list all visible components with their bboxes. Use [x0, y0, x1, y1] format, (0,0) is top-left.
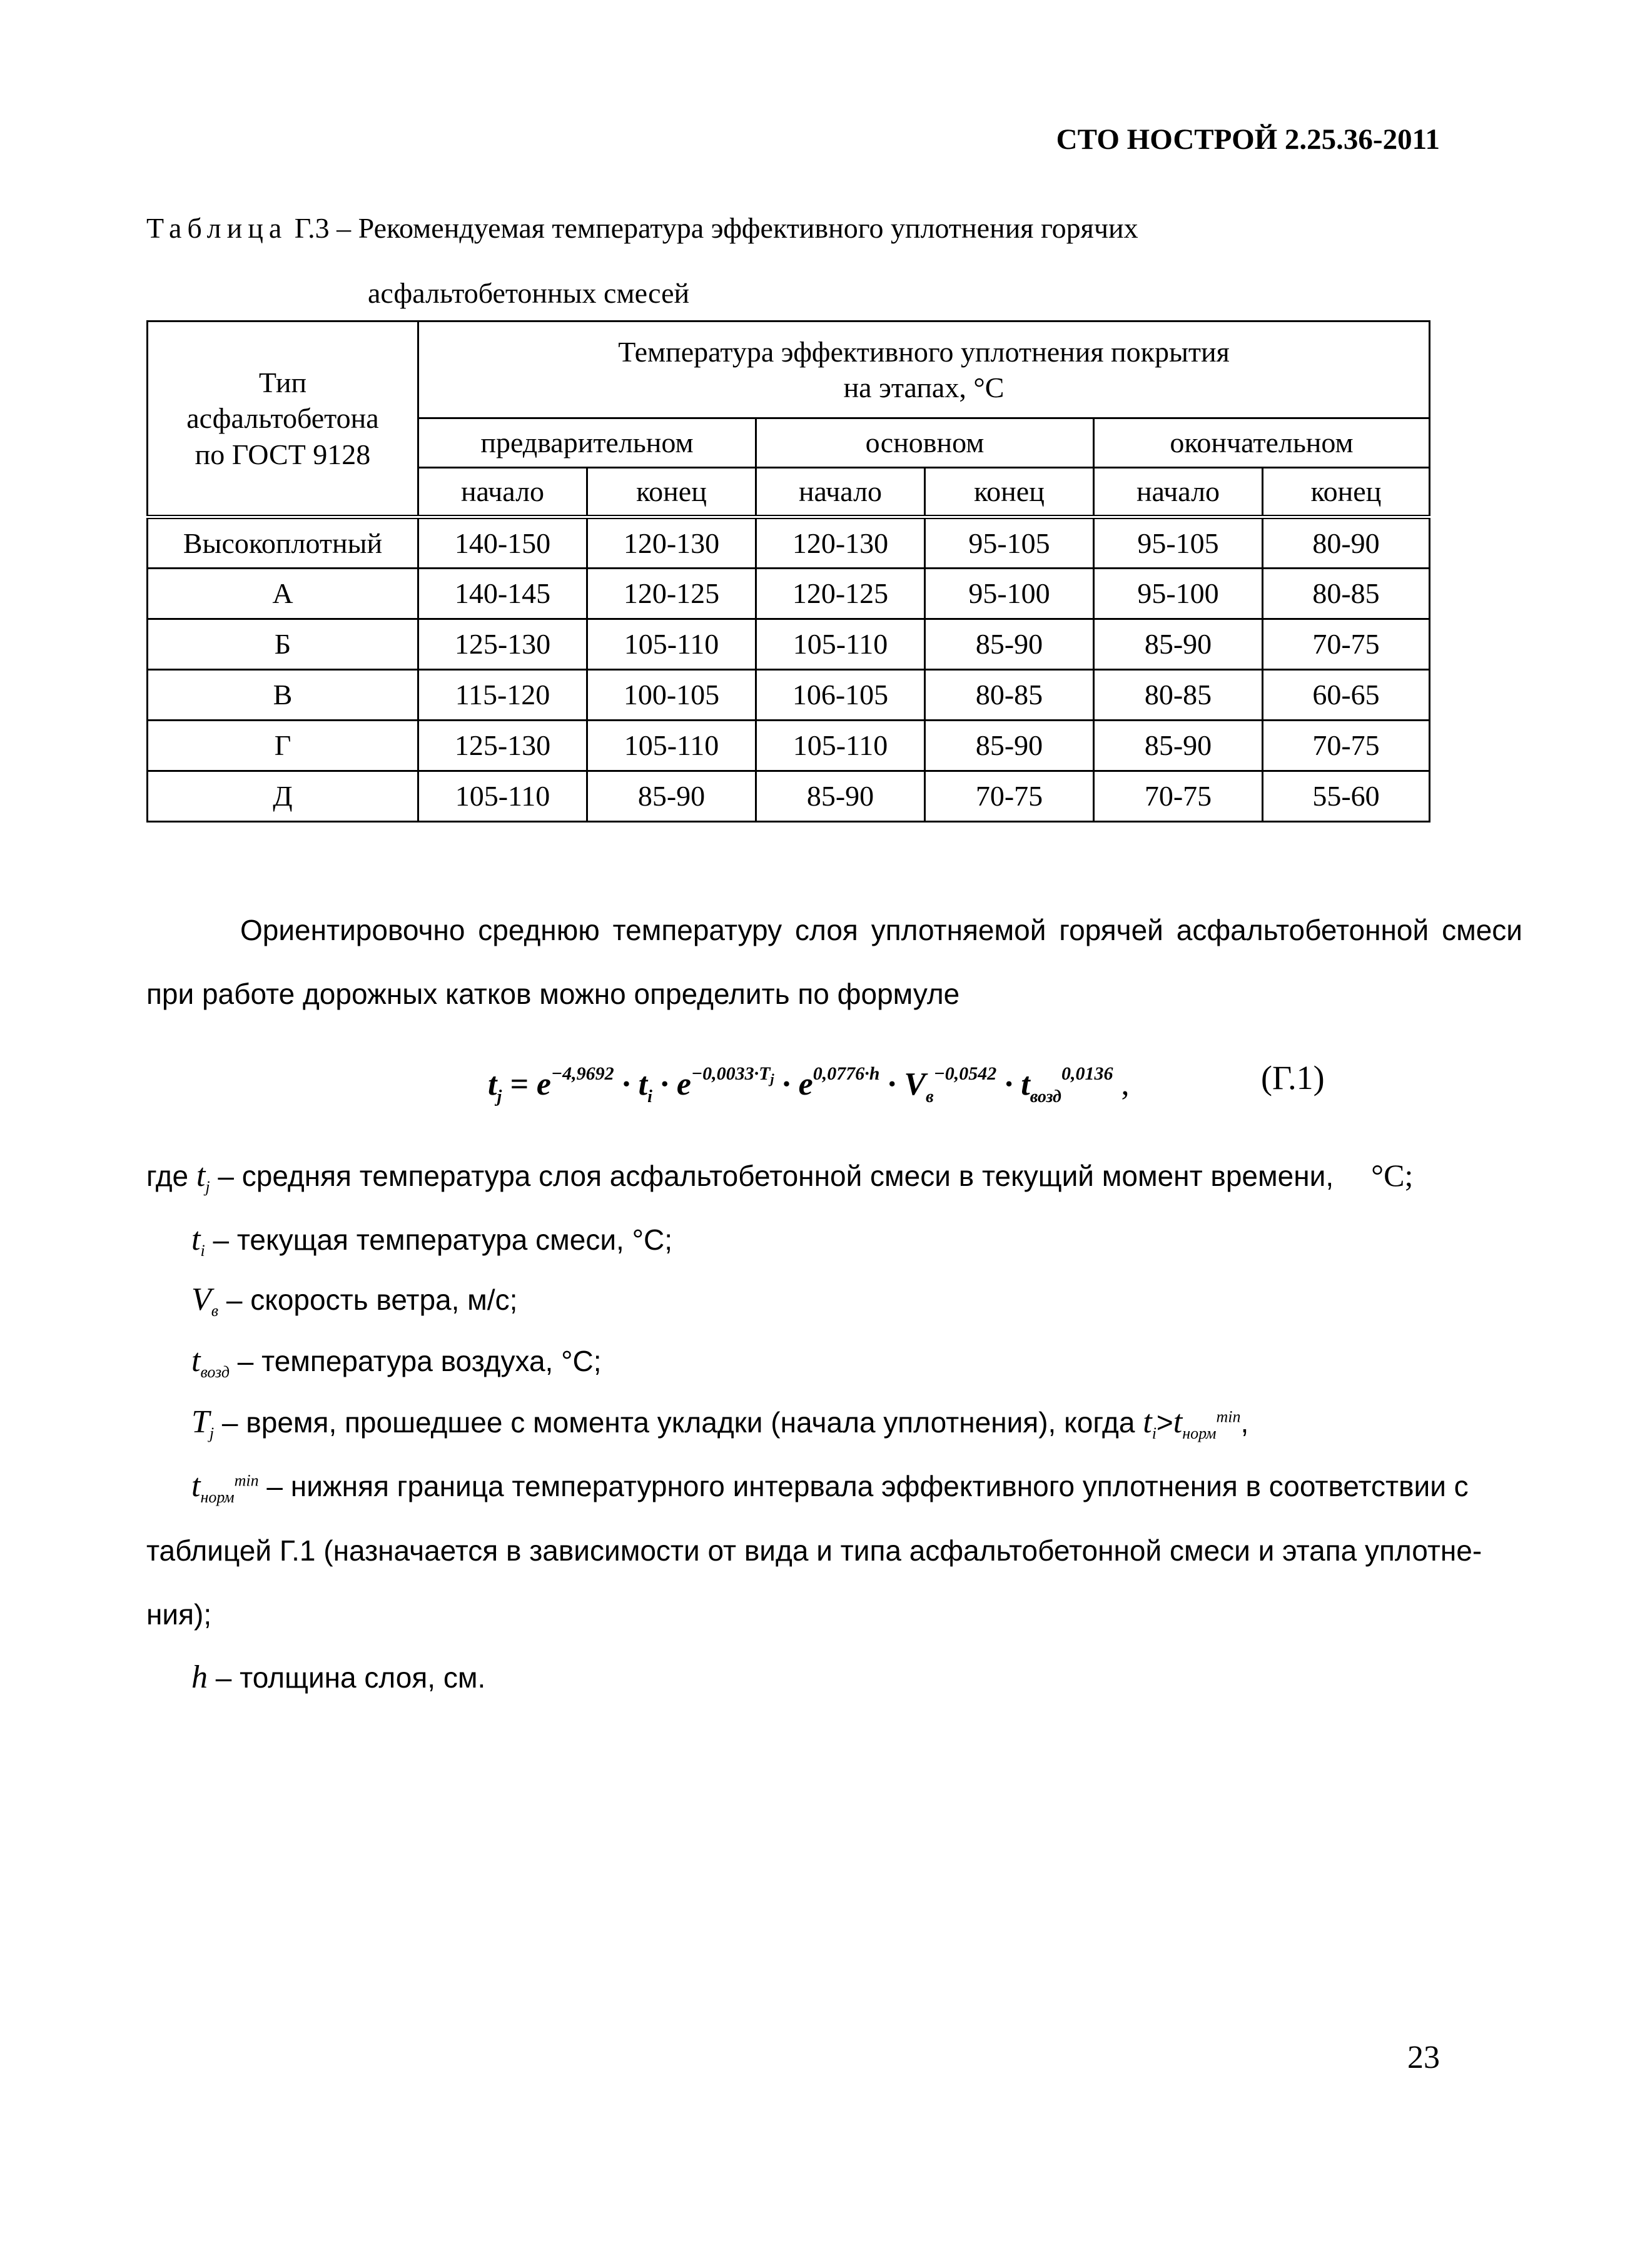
table-row — [148, 721, 1430, 771]
def-sub: возд — [200, 1363, 230, 1382]
stage-header: окончательном — [1094, 418, 1430, 468]
table-cell: 120-125 — [587, 569, 756, 619]
def-sub: норм — [200, 1488, 235, 1507]
table-row — [148, 670, 1430, 721]
subcolumn-header: начало — [418, 468, 587, 517]
formula-part: · t — [614, 1066, 648, 1102]
table-cell: 70-75 — [925, 771, 1094, 822]
row-type: Высокоплотный — [148, 517, 418, 569]
def-text: , — [1240, 1406, 1249, 1439]
def-text: > — [1156, 1406, 1173, 1439]
formula-part: −4,9692 — [550, 1063, 614, 1084]
def-var: t — [1143, 1404, 1152, 1440]
table-cell: 95-100 — [925, 569, 1094, 619]
stage-header: основном — [756, 418, 1094, 468]
def-sub: j — [209, 1424, 215, 1443]
definition-tj — [146, 1157, 1413, 1197]
subcolumn-header: конец — [925, 468, 1094, 517]
def-var: t — [1173, 1404, 1183, 1440]
table-cell: 80-90 — [1263, 517, 1430, 569]
def-sup: min — [234, 1471, 259, 1490]
definition-tmin-line3: ния); — [146, 1598, 212, 1631]
intro-line-2: при работе дорожных катков можно определить по формуле — [146, 978, 960, 1010]
def-sup: min — [1216, 1407, 1241, 1426]
subcolumn-header: начало — [756, 468, 925, 517]
type-header-line: по ГОСТ 9128 — [195, 438, 371, 470]
table-cell: 105-110 — [756, 619, 925, 670]
def-var: t — [191, 1343, 201, 1379]
formula-part: · V — [879, 1066, 926, 1102]
formula-part: −0,0542 — [933, 1063, 997, 1084]
row-type: А — [148, 569, 418, 619]
formula — [488, 1063, 1129, 1107]
table-cell: 125-130 — [418, 619, 587, 670]
table-cell: 120-130 — [587, 517, 756, 569]
row-type: Б — [148, 619, 418, 670]
table-cell: 140-145 — [418, 569, 587, 619]
formula-number: (Г.1) — [1261, 1059, 1325, 1096]
subcolumn-header: начало — [1094, 468, 1263, 517]
definition-h — [191, 1659, 485, 1696]
table-cell: 95-100 — [1094, 569, 1263, 619]
def-text: – средняя температура слоя асфальтобетонной смеси в текущий момент времени, — [210, 1160, 1334, 1192]
formula-part — [691, 1063, 774, 1084]
formula-part: возд — [1030, 1087, 1061, 1106]
def-text: – нижняя граница температурного интервала эффективного уплотнения в соответствии с — [258, 1470, 1469, 1502]
table-cell: 85-90 — [925, 619, 1094, 670]
table-cell: 70-75 — [1263, 619, 1430, 670]
stage-header: предварительном — [418, 418, 756, 468]
def-sub: j — [205, 1178, 210, 1197]
table-cell: 105-110 — [587, 619, 756, 670]
subcolumn-header: конец — [1263, 468, 1430, 517]
definition-v — [191, 1281, 517, 1320]
table-row — [148, 619, 1430, 670]
table-cell: 85-90 — [1094, 619, 1263, 670]
table-cell: 60-65 — [1263, 670, 1430, 721]
table-row — [148, 569, 1430, 619]
def-sub: i — [200, 1242, 205, 1260]
row-type: Г — [148, 721, 418, 771]
table-caption-line2: асфальтобетонных смесей — [368, 277, 690, 309]
table-caption — [146, 211, 1138, 245]
def-text: где — [146, 1160, 196, 1192]
temperature-header-line: Температура эффективного уплотнения покрытия — [618, 335, 1230, 368]
table-cell: 106-105 — [756, 670, 925, 721]
formula-part: , — [1113, 1066, 1130, 1102]
formula-part: j — [770, 1071, 774, 1086]
def-sub: i — [1152, 1424, 1157, 1443]
def-var: V — [191, 1282, 211, 1317]
table-cell: 115-120 — [418, 670, 587, 721]
temperature-table — [146, 320, 1430, 823]
table-cell: 140-150 — [418, 517, 587, 569]
table-cell: 105-110 — [587, 721, 756, 771]
formula-part: i — [647, 1087, 652, 1106]
document-code: СТО НОСТРОЙ 2.25.36-2011 — [1056, 123, 1440, 156]
formula-part: · t — [996, 1066, 1030, 1102]
def-text: – температура воздуха, °С; — [230, 1345, 602, 1377]
def-unit: °С; — [1371, 1158, 1414, 1193]
table-cell: 85-90 — [756, 771, 925, 822]
formula-part: −0,0033·T — [691, 1063, 771, 1084]
temperature-header-line: на этапах, °С — [843, 372, 1005, 403]
formula-part: · e — [774, 1066, 813, 1102]
def-var: h — [191, 1659, 208, 1695]
formula-part: 0,0776·h — [812, 1063, 880, 1084]
def-var: t — [196, 1158, 206, 1193]
type-header-line: Тип — [258, 366, 307, 398]
formula-part: 0,0136 — [1061, 1063, 1113, 1084]
def-var: t — [191, 1468, 201, 1504]
table-cell: 80-85 — [1263, 569, 1430, 619]
type-header-line: асфальтобетона — [186, 402, 379, 435]
table-cell: 120-130 — [756, 517, 925, 569]
definition-tmin — [191, 1467, 1469, 1507]
def-text: – толщина слоя, см. — [208, 1661, 486, 1694]
definition-tvozd — [191, 1342, 602, 1382]
def-text: – скорость ветра, м/с; — [218, 1283, 518, 1316]
row-type: В — [148, 670, 418, 721]
table-cell: 125-130 — [418, 721, 587, 771]
table-cell: 120-125 — [756, 569, 925, 619]
table-cell: 70-75 — [1263, 721, 1430, 771]
table-row — [148, 771, 1430, 822]
def-var: t — [191, 1222, 201, 1257]
def-sub: в — [211, 1302, 219, 1320]
def-sub: норм — [1182, 1424, 1217, 1443]
intro-line-1: Ориентировочно среднюю температуру слоя уплотняемой горячей асфальтобетонной смеси — [240, 914, 1522, 946]
def-text: – текущая температура смеси, °С; — [205, 1223, 673, 1256]
def-text: – время, прошедшее с момента укладки (начала уплотнения), когда — [214, 1406, 1143, 1439]
table-cell: 80-85 — [925, 670, 1094, 721]
table-row — [148, 517, 1430, 569]
definition-Tj — [191, 1404, 1248, 1443]
formula-part: j — [497, 1087, 502, 1106]
definition-tmin-line2: таблицей Г.1 (назначается в зависимости от вида и типа асфальтобетонной смеси и этапа уплотне- — [146, 1534, 1482, 1567]
table-cell: 105-110 — [418, 771, 587, 822]
type-column-header — [148, 321, 418, 517]
table-cell: 85-90 — [925, 721, 1094, 771]
temperature-header — [418, 321, 1430, 418]
table-cell: 105-110 — [756, 721, 925, 771]
row-type: Д — [148, 771, 418, 822]
page-number: 23 — [1407, 2040, 1440, 2075]
table-cell: 85-90 — [1094, 721, 1263, 771]
formula-part: в — [926, 1087, 934, 1106]
table-cell: 95-105 — [925, 517, 1094, 569]
table-cell: 80-85 — [1094, 670, 1263, 721]
caption-label: Таблица — [146, 212, 288, 244]
table-cell: 85-90 — [587, 771, 756, 822]
def-var: T — [191, 1404, 210, 1440]
table-cell: 70-75 — [1094, 771, 1263, 822]
formula-part: · e — [652, 1066, 691, 1102]
formula-part: = e — [502, 1066, 551, 1102]
formula-part: t — [488, 1066, 497, 1102]
table-cell: 95-105 — [1094, 517, 1263, 569]
table-cell: 55-60 — [1263, 771, 1430, 822]
subcolumn-header: конец — [587, 468, 756, 517]
definition-ti — [191, 1221, 672, 1260]
caption-title: Г.3 – Рекомендуемая температура эффективного уплотнения горячих — [287, 212, 1138, 244]
table-cell: 100-105 — [587, 670, 756, 721]
